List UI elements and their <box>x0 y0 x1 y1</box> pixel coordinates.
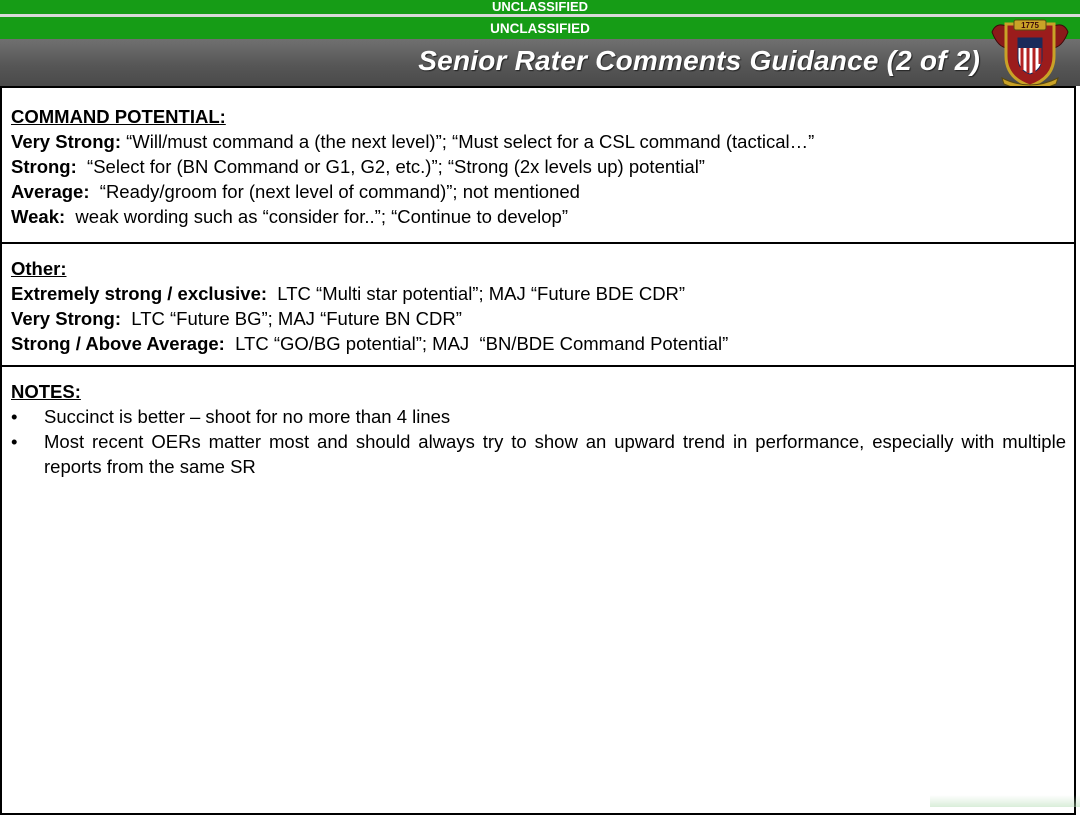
bullet-icon: • <box>11 406 18 427</box>
note-text: Succinct is better – shoot for no more than 4 lines <box>44 406 451 427</box>
row-text: weak wording such as “consider for..”; “Continue to develop” <box>65 206 568 227</box>
notes-section <box>0 365 1076 815</box>
notes-list-item <box>11 404 1066 429</box>
note-text: Most recent OERs matter most and should always try to show an upward trend in performance, especially with multiple reports from the same SR <box>44 431 1066 477</box>
row-label: Strong / Above Average: <box>11 333 225 354</box>
other-section <box>0 242 1076 367</box>
row-label: Average: <box>11 181 90 202</box>
other-row-strong-above-average <box>11 331 1066 356</box>
command-potential-heading: COMMAND POTENTIAL: <box>11 106 226 127</box>
page-title: Senior Rater Comments Guidance (2 of 2) <box>418 45 980 76</box>
row-label: Very Strong: <box>11 131 121 152</box>
row-text: “Ready/groom for (next level of command)”; not mentioned <box>89 181 580 202</box>
row-text: LTC “GO/BG potential”; MAJ “BN/BDE Command Potential” <box>224 333 729 354</box>
row-label: Very Strong: <box>11 308 121 329</box>
row-label: Strong: <box>11 156 77 177</box>
row-text: LTC “Multi star potential”; MAJ “Future BDE CDR” <box>267 283 686 304</box>
row-text: “Select for (BN Command or G1, G2, etc.)”; “Strong (2x levels up) potential” <box>76 156 705 177</box>
corner-decoration <box>930 795 1080 807</box>
command-row-strong <box>11 154 1066 179</box>
notes-heading: NOTES: <box>11 381 81 402</box>
row-label: Weak: <box>11 206 66 227</box>
row-label: Extremely strong / exclusive: <box>11 283 268 304</box>
notes-list-item <box>11 429 1066 479</box>
bullet-icon: • <box>11 431 18 452</box>
classification-banner-second: UNCLASSIFIED <box>0 17 1080 39</box>
crest-icon <box>984 18 1076 90</box>
classification-banner-top: UNCLASSIFIED <box>0 0 1080 14</box>
title-bar <box>0 39 1080 86</box>
row-text: LTC “Future BG”; MAJ “Future BN CDR” <box>121 308 462 329</box>
command-row-average <box>11 179 1066 204</box>
command-potential-section <box>0 86 1076 244</box>
other-row-extremely-strong <box>11 281 1066 306</box>
other-row-very-strong <box>11 306 1066 331</box>
command-row-very-strong <box>11 129 1066 154</box>
other-heading: Other: <box>11 258 67 279</box>
crest-year: 1775 <box>1021 21 1039 30</box>
command-row-weak <box>11 204 1066 229</box>
row-text: “Will/must command a (the next level)”; “Must select for a CSL command (tactical…” <box>121 131 815 152</box>
